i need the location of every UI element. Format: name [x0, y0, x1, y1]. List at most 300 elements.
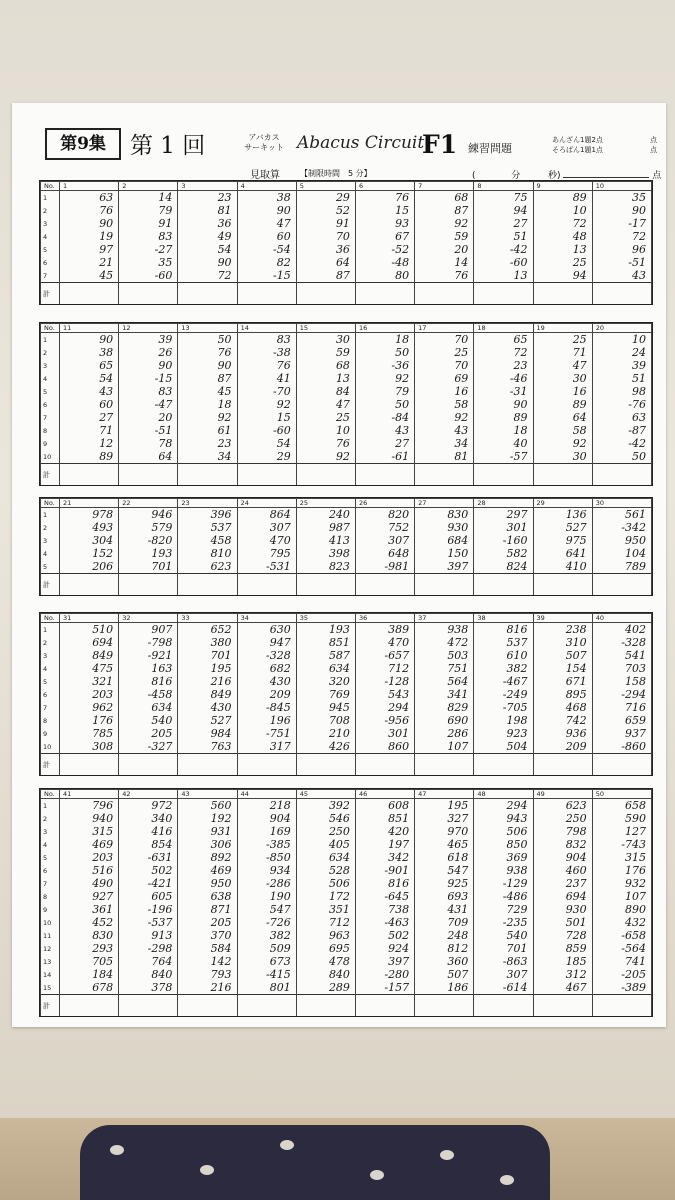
- number-cell: 972: [119, 799, 178, 813]
- number-cell: 904: [237, 812, 296, 825]
- answer-cell[interactable]: [355, 283, 414, 305]
- number-cell: 812: [415, 942, 474, 955]
- number-cell: 850: [474, 838, 533, 851]
- number-cell: 107: [592, 890, 651, 903]
- answer-cell[interactable]: [296, 283, 355, 305]
- table-row: [41, 217, 652, 230]
- answer-cell[interactable]: [474, 754, 533, 776]
- number-cell: 301: [474, 521, 533, 534]
- number-cell: 738: [355, 903, 414, 916]
- points-row: 点 あんざん1題2点: [552, 136, 657, 144]
- number-cell: 83: [237, 333, 296, 347]
- number-cell: 752: [355, 521, 414, 534]
- answer-cell[interactable]: [474, 464, 533, 486]
- row-index: 10: [41, 916, 60, 929]
- problem-number: 31: [60, 614, 119, 623]
- number-cell: -294: [592, 688, 651, 701]
- number-cell: -657: [355, 649, 414, 662]
- number-cell: 547: [415, 864, 474, 877]
- table-row: [41, 398, 652, 411]
- table-row: [41, 230, 652, 243]
- number-cell: -60: [237, 424, 296, 437]
- row-index: 9: [41, 437, 60, 450]
- number-cell: 97: [60, 243, 119, 256]
- number-cell: 25: [296, 411, 355, 424]
- row-index: 8: [41, 424, 60, 437]
- problem-number: 39: [533, 614, 592, 623]
- number-cell: 341: [415, 688, 474, 701]
- number-cell: 932: [592, 877, 651, 890]
- number-cell: 840: [296, 968, 355, 981]
- number-cell: 840: [119, 968, 178, 981]
- problem-number: 13: [178, 324, 237, 333]
- number-cell: 65: [60, 359, 119, 372]
- problem-number: 18: [474, 324, 533, 333]
- answer-cell[interactable]: [533, 574, 592, 596]
- table-row: [41, 688, 652, 701]
- number-cell: -15: [119, 372, 178, 385]
- number-cell: -645: [355, 890, 414, 903]
- volume-badge: 第9集: [45, 128, 121, 160]
- answer-cell[interactable]: [60, 754, 119, 776]
- round-title: 第 1 回: [130, 133, 206, 159]
- number-cell: 467: [533, 981, 592, 995]
- number-cell: 76: [178, 346, 237, 359]
- answer-cell[interactable]: [237, 754, 296, 776]
- number-cell: -860: [592, 740, 651, 754]
- row-index: 12: [41, 942, 60, 955]
- number-cell: 946: [119, 508, 178, 522]
- number-cell: 41: [237, 372, 296, 385]
- answer-cell[interactable]: [296, 574, 355, 596]
- number-cell: 351: [296, 903, 355, 916]
- answer-cell[interactable]: [533, 283, 592, 305]
- problem-number-row: [41, 182, 652, 191]
- number-cell: -850: [237, 851, 296, 864]
- number-cell: 91: [296, 217, 355, 230]
- number-cell: 859: [533, 942, 592, 955]
- number-cell: 460: [533, 864, 592, 877]
- number-cell: 904: [533, 851, 592, 864]
- answer-cell[interactable]: [60, 464, 119, 486]
- row-index: 15: [41, 981, 60, 995]
- number-cell: 52: [296, 204, 355, 217]
- total-label: 計: [41, 574, 60, 596]
- number-cell: 682: [237, 662, 296, 675]
- row-index: 5: [41, 385, 60, 398]
- answer-cell[interactable]: [415, 464, 474, 486]
- number-cell: -798: [119, 636, 178, 649]
- number-cell: 416: [119, 825, 178, 838]
- problem-number: 48: [474, 790, 533, 799]
- problem-number: 5: [296, 182, 355, 191]
- row-index: 4: [41, 838, 60, 851]
- answer-cell[interactable]: [178, 283, 237, 305]
- number-cell: -743: [592, 838, 651, 851]
- number-cell: 936: [533, 727, 592, 740]
- number-cell: 92: [355, 372, 414, 385]
- number-cell: 50: [355, 346, 414, 359]
- number-cell: 45: [178, 385, 237, 398]
- practice-label: 練習問題: [468, 142, 512, 155]
- number-cell: 895: [533, 688, 592, 701]
- number-cell: -658: [592, 929, 651, 942]
- number-cell: 503: [415, 649, 474, 662]
- number-cell: 472: [415, 636, 474, 649]
- row-index: 4: [41, 547, 60, 560]
- number-cell: 50: [355, 398, 414, 411]
- problem-number: 32: [119, 614, 178, 623]
- worksheet-paper: [12, 103, 666, 1027]
- row-index: 13: [41, 955, 60, 968]
- number-cell: 810: [178, 547, 237, 560]
- number-cell: 54: [178, 243, 237, 256]
- number-cell: 71: [533, 346, 592, 359]
- number-cell: 20: [119, 411, 178, 424]
- answer-cell[interactable]: [592, 754, 651, 776]
- number-cell: 382: [237, 929, 296, 942]
- number-cell: 12: [60, 437, 119, 450]
- answer-cell[interactable]: [119, 754, 178, 776]
- number-cell: 45: [60, 269, 119, 283]
- problem-number: 6: [355, 182, 414, 191]
- number-cell: 382: [474, 662, 533, 675]
- number-cell: 10: [533, 204, 592, 217]
- number-cell: -51: [119, 424, 178, 437]
- table-row: [41, 740, 652, 754]
- answer-cell[interactable]: [296, 995, 355, 1017]
- number-cell: 43: [592, 269, 651, 283]
- number-cell: 184: [60, 968, 119, 981]
- number-cell: 83: [119, 230, 178, 243]
- table-row: [41, 636, 652, 649]
- answer-cell[interactable]: [533, 464, 592, 486]
- number-cell: 193: [296, 623, 355, 637]
- number-cell: 70: [415, 333, 474, 347]
- number-cell: 68: [296, 359, 355, 372]
- total-label: 計: [41, 283, 60, 305]
- number-cell: 312: [533, 968, 592, 981]
- answer-cell[interactable]: [355, 754, 414, 776]
- number-cell: 92: [415, 411, 474, 424]
- table-row: [41, 877, 652, 890]
- number-cell: 361: [60, 903, 119, 916]
- table-row: [41, 675, 652, 688]
- answer-cell[interactable]: [296, 754, 355, 776]
- number-cell: 469: [60, 838, 119, 851]
- number-cell: 528: [296, 864, 355, 877]
- table-row: [41, 359, 652, 372]
- number-cell: 29: [296, 191, 355, 205]
- number-cell: 540: [474, 929, 533, 942]
- problem-number: 40: [592, 614, 651, 623]
- problem-grid: [40, 323, 652, 485]
- answer-cell[interactable]: [592, 464, 651, 486]
- brand-logo: Abacus Circuit: [297, 133, 425, 153]
- number-cell: 59: [296, 346, 355, 359]
- answer-cell[interactable]: [119, 995, 178, 1017]
- number-cell: 54: [237, 437, 296, 450]
- table-row: [41, 256, 652, 269]
- answer-cell[interactable]: [119, 464, 178, 486]
- number-cell: 950: [178, 877, 237, 890]
- number-cell: 987: [296, 521, 355, 534]
- answer-cell[interactable]: [119, 283, 178, 305]
- answer-cell[interactable]: [415, 995, 474, 1017]
- fabric-background: [80, 1125, 550, 1200]
- table-row: [41, 346, 652, 359]
- table-row: [41, 424, 652, 437]
- number-cell: 541: [592, 649, 651, 662]
- number-cell: 671: [533, 675, 592, 688]
- number-cell: 190: [237, 890, 296, 903]
- number-cell: 701: [474, 942, 533, 955]
- points-legend: [552, 135, 657, 155]
- answer-cell[interactable]: [355, 464, 414, 486]
- table-row: [41, 243, 652, 256]
- no-header: No.: [41, 790, 60, 799]
- number-cell: 59: [415, 230, 474, 243]
- row-index: 7: [41, 269, 60, 283]
- table-row: [41, 662, 652, 675]
- number-cell: 701: [178, 649, 237, 662]
- answer-cell[interactable]: [415, 283, 474, 305]
- number-cell: 81: [178, 204, 237, 217]
- answer-cell[interactable]: [119, 574, 178, 596]
- answer-cell[interactable]: [474, 283, 533, 305]
- row-index: 5: [41, 851, 60, 864]
- number-cell: 830: [415, 508, 474, 522]
- number-cell: 24: [592, 346, 651, 359]
- answer-cell[interactable]: [415, 574, 474, 596]
- number-cell: 89: [533, 398, 592, 411]
- problem-number: 15: [296, 324, 355, 333]
- number-cell: 307: [355, 534, 414, 547]
- number-cell: -564: [592, 942, 651, 955]
- number-cell: 27: [60, 411, 119, 424]
- number-cell: 90: [178, 256, 237, 269]
- number-cell: 684: [415, 534, 474, 547]
- number-cell: 934: [237, 864, 296, 877]
- answer-cell[interactable]: [296, 464, 355, 486]
- number-cell: 142: [178, 955, 237, 968]
- table-row: [41, 560, 652, 574]
- number-cell: 158: [592, 675, 651, 688]
- number-cell: 537: [178, 521, 237, 534]
- number-cell: 648: [355, 547, 414, 560]
- answer-cell[interactable]: [178, 995, 237, 1017]
- number-cell: 58: [533, 424, 592, 437]
- answer-cell[interactable]: [533, 995, 592, 1017]
- number-cell: 690: [415, 714, 474, 727]
- number-cell: -87: [592, 424, 651, 437]
- row-index: 3: [41, 649, 60, 662]
- answer-cell[interactable]: [474, 574, 533, 596]
- number-cell: -901: [355, 864, 414, 877]
- problem-number: 14: [237, 324, 296, 333]
- number-cell: -389: [592, 981, 651, 995]
- number-cell: 924: [355, 942, 414, 955]
- number-cell: -421: [119, 877, 178, 890]
- problem-number: 42: [119, 790, 178, 799]
- answer-cell[interactable]: [355, 995, 414, 1017]
- number-cell: 60: [60, 398, 119, 411]
- problem-table: [39, 322, 653, 486]
- answer-cell[interactable]: [592, 574, 651, 596]
- problem-number: 37: [415, 614, 474, 623]
- number-cell: 72: [178, 269, 237, 283]
- row-index: 4: [41, 230, 60, 243]
- number-cell: 216: [178, 675, 237, 688]
- number-cell: 93: [355, 217, 414, 230]
- number-cell: 209: [237, 688, 296, 701]
- number-cell: 203: [60, 688, 119, 701]
- problem-number: 49: [533, 790, 592, 799]
- number-cell: 930: [415, 521, 474, 534]
- answer-cell[interactable]: [178, 464, 237, 486]
- answer-cell[interactable]: [178, 574, 237, 596]
- number-cell: 340: [119, 812, 178, 825]
- number-cell: 584: [178, 942, 237, 955]
- problem-number: 46: [355, 790, 414, 799]
- answer-cell[interactable]: [533, 754, 592, 776]
- number-cell: 64: [296, 256, 355, 269]
- number-cell: 89: [533, 191, 592, 205]
- number-cell: 658: [592, 799, 651, 813]
- problem-grid: [40, 498, 652, 595]
- number-cell: 14: [415, 256, 474, 269]
- problem-number: 28: [474, 499, 533, 508]
- number-cell: 475: [60, 662, 119, 675]
- number-cell: -463: [355, 916, 414, 929]
- number-cell: 478: [296, 955, 355, 968]
- answer-cell[interactable]: [237, 574, 296, 596]
- number-cell: 306: [178, 838, 237, 851]
- number-cell: 51: [474, 230, 533, 243]
- problem-number: 2: [119, 182, 178, 191]
- no-header: No.: [41, 614, 60, 623]
- number-cell: 18: [474, 424, 533, 437]
- number-cell: 25: [533, 333, 592, 347]
- number-cell: 72: [592, 230, 651, 243]
- problem-table: [39, 497, 653, 596]
- answer-cell[interactable]: [415, 754, 474, 776]
- number-cell: -327: [119, 740, 178, 754]
- number-cell: 397: [355, 955, 414, 968]
- number-cell: 652: [178, 623, 237, 637]
- answer-cell[interactable]: [474, 995, 533, 1017]
- number-cell: 504: [474, 740, 533, 754]
- section-heading: 見取算: [250, 170, 280, 181]
- number-cell: 307: [474, 968, 533, 981]
- row-index: 5: [41, 675, 60, 688]
- number-cell: -631: [119, 851, 178, 864]
- number-cell: 94: [474, 204, 533, 217]
- problem-number: 34: [237, 614, 296, 623]
- answer-cell[interactable]: [60, 283, 119, 305]
- number-cell: 80: [355, 269, 414, 283]
- number-cell: 465: [415, 838, 474, 851]
- number-cell: 469: [178, 864, 237, 877]
- number-cell: -57: [474, 450, 533, 464]
- number-cell: 468: [533, 701, 592, 714]
- answer-cell[interactable]: [178, 754, 237, 776]
- answer-cell[interactable]: [60, 995, 119, 1017]
- number-cell: -31: [474, 385, 533, 398]
- total-row: [41, 574, 652, 596]
- number-cell: 506: [474, 825, 533, 838]
- answer-cell[interactable]: [60, 574, 119, 596]
- number-cell: 69: [415, 372, 474, 385]
- table-row: [41, 411, 652, 424]
- number-cell: -458: [119, 688, 178, 701]
- number-cell: 203: [60, 851, 119, 864]
- answer-cell[interactable]: [237, 995, 296, 1017]
- number-cell: 38: [60, 346, 119, 359]
- row-index: 9: [41, 903, 60, 916]
- number-cell: 76: [415, 269, 474, 283]
- answer-cell[interactable]: [592, 995, 651, 1017]
- brand-kana-line1: アバカス: [248, 133, 280, 142]
- number-cell: 27: [355, 437, 414, 450]
- problem-number: 35: [296, 614, 355, 623]
- number-cell: 304: [60, 534, 119, 547]
- problem-number: 25: [296, 499, 355, 508]
- number-cell: -280: [355, 968, 414, 981]
- answer-cell[interactable]: [592, 283, 651, 305]
- number-cell: 405: [296, 838, 355, 851]
- number-cell: 19: [60, 230, 119, 243]
- number-cell: 198: [474, 714, 533, 727]
- no-header: No.: [41, 182, 60, 191]
- number-cell: 36: [296, 243, 355, 256]
- number-cell: 728: [533, 929, 592, 942]
- number-cell: 623: [178, 560, 237, 574]
- number-cell: 537: [474, 636, 533, 649]
- problem-table: [39, 788, 653, 1017]
- row-index: 5: [41, 560, 60, 574]
- number-cell: -52: [355, 243, 414, 256]
- number-cell: 560: [178, 799, 237, 813]
- problem-number: 47: [415, 790, 474, 799]
- number-cell: -128: [355, 675, 414, 688]
- number-cell: 849: [60, 649, 119, 662]
- problem-number: 10: [592, 182, 651, 191]
- number-cell: 342: [355, 851, 414, 864]
- number-cell: 829: [415, 701, 474, 714]
- number-cell: 127: [592, 825, 651, 838]
- number-cell: 310: [533, 636, 592, 649]
- number-cell: 47: [533, 359, 592, 372]
- number-cell: -249: [474, 688, 533, 701]
- number-cell: 25: [415, 346, 474, 359]
- number-cell: 294: [474, 799, 533, 813]
- table-row: [41, 727, 652, 740]
- number-cell: 970: [415, 825, 474, 838]
- number-cell: 824: [474, 560, 533, 574]
- number-cell: 927: [60, 890, 119, 903]
- number-cell: 89: [474, 411, 533, 424]
- number-cell: 87: [178, 372, 237, 385]
- number-cell: 30: [533, 372, 592, 385]
- number-cell: -328: [237, 649, 296, 662]
- number-cell: 206: [60, 560, 119, 574]
- answer-cell[interactable]: [355, 574, 414, 596]
- answer-cell[interactable]: [237, 283, 296, 305]
- answer-cell[interactable]: [237, 464, 296, 486]
- number-cell: 708: [296, 714, 355, 727]
- number-cell: 64: [119, 450, 178, 464]
